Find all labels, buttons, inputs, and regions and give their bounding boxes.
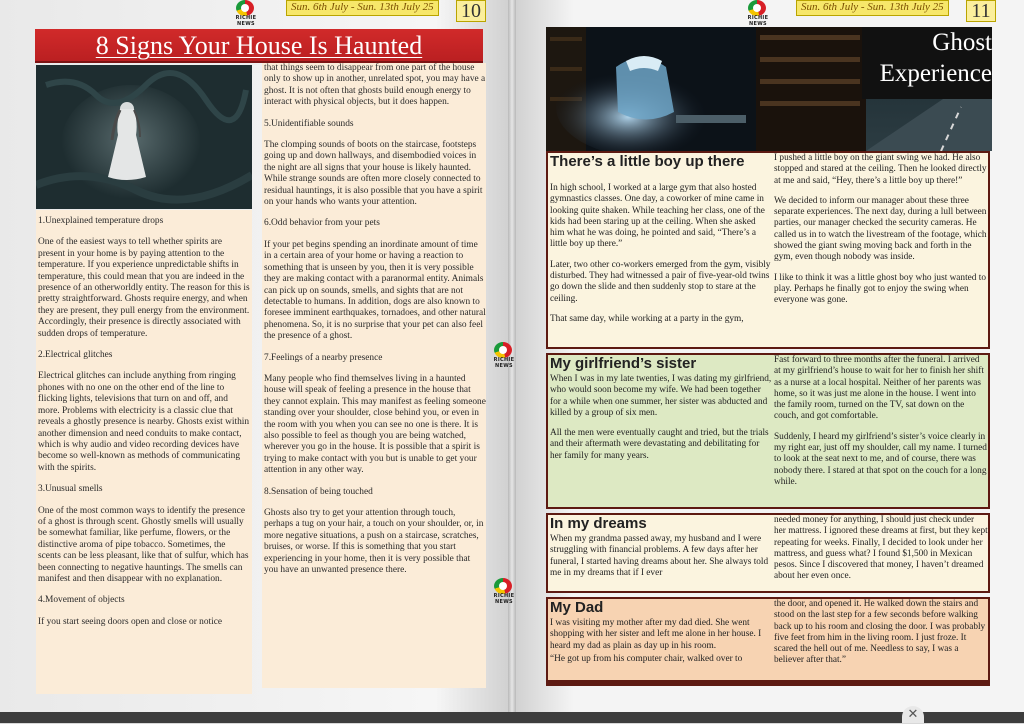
paragraph: Suddenly, I heard my girlfriend’s sister’s voice clearly in my right ear, just off my shoulder, call my name. I turned to look at the seat next to me, and of course, there was nobody there. I stared at that spot on the couch for a long while.: [774, 431, 987, 487]
story-column-b: [774, 515, 988, 592]
paragraph: All the men were eventually caught and tried, but the trials and their aftermath were devastating and debilitating for her family for many years.: [550, 428, 769, 461]
paragraph: When my grandma passed away, my husband and I were struggling with financial problems. A few days after her funeral, I started having dreams about her. She always told me in my dreams that if I ever: [550, 534, 769, 578]
newspaper-logo-icon: RICHIE NEWS: [744, 0, 772, 22]
paragraph: One of the easiest ways to tell whether spirits are present in your home is by paying attention to the temperature. If you experience unpredictable shifts in temperature, this could mean that you are indeed in the presence of an otherworldly entity. The reason for this is pretty straightforward. Ghosts require energy, and when they are present, they pull energy from the environment. Accordingly, their presence is directly associated with sudden drops of temperature.: [38, 237, 250, 339]
paragraph: needed money for anything, I should just check under her mattress. I ignored these dreams at first, but they kept repeating for weeks. Finally, I decided to look under her mattress, and guess what? I found $1,500 in Mexican pesos. Since I discovered that money, I haven’t dreamed about her even once.: [774, 515, 988, 582]
paragraph: Many people who find themselves living in a haunted house will speak of feeling a presence in the house that they cannot explain. This may manifest as feeling someone standing over your shoulder, close behind you, or even in the room with you when you can see no one is there. It is also possible to feel as though you are being watched, wherever you go in the house. It is possible that a spirit is trying to make contact with you but is unable to get your attention in any other way.: [264, 373, 486, 476]
paragraph: That same day, while working at a party in the gym,: [550, 313, 744, 324]
page-number: 11: [966, 0, 996, 22]
paragraph: I was visiting my mother after my dad died. She went shopping with her sister and left me alone in her house. I heard my dad as plain as day up in his room.: [550, 618, 762, 651]
date-range: Sun. 6th July - Sun. 13th July 25: [286, 0, 439, 16]
viewer-bottom-bar: [0, 712, 1024, 723]
story-my-dad: [546, 597, 990, 682]
heading-smells: 3.Unusual smells: [38, 484, 103, 495]
newspaper-logo-icon: RICHIE NEWS: [232, 0, 260, 22]
story-column-b: [774, 355, 988, 497]
paragraph: In high school, I worked at a large gym that also hosted gymnastics classes. One day, a coworker of mine came in looking quite shaken. While teaching her class, one of the kids had been staring up at the ceiling. When she asked him what he was doing, he pointed and said, “There’s a little boy up there.”: [550, 183, 765, 250]
paragraph: that things seem to disappear from one part of the house only to show up in another, unrelated spot, you may have a ghost. It is not often that ghosts build enough energy to interact with physical objects, but it does happen.: [264, 63, 486, 108]
section-title-line1: Ghost: [932, 29, 992, 56]
paragraph: “He got up from his computer chair, walked over to: [550, 653, 743, 664]
paragraph: Ghosts also try to get your attention through touch, perhaps a tug on your hair, a touch on your shoulder, or, in more negative situations, a push on a staircase, scratches, bruises, or worse. If this is something that you start experiencing in your home, then it is very possible that you have an unwanted presence there.: [264, 508, 484, 576]
story-little-boy: [546, 151, 990, 349]
story-column-b: [774, 153, 988, 316]
date-range: Sun. 6th July - Sun. 13th July 25: [796, 0, 949, 16]
left-page: [0, 0, 512, 712]
paragraph: The clomping sounds of boots on the staircase, footsteps going up and down hallways, and disembodied voices in the night are all signs that your house is likely haunted. While strange sounds are often more closely connected to residual hauntings, it is also possible that you have a spirit on your hands who wants your attention.: [264, 140, 483, 208]
story-column-a: [550, 374, 772, 471]
article-title: 8 Signs Your House Is Haunted: [35, 29, 483, 63]
story-heading: In my dreams: [550, 515, 647, 532]
close-icon[interactable]: ✕: [902, 706, 924, 723]
paragraph: I pushed a little boy on the giant swing we had. He also stopped and stared at the ceiling. Then he looked directly at me and said, “Hey, there’s a little boy up there!”: [774, 153, 987, 186]
paragraph: Fast forward to three months after the funeral. I arrived at my girlfriend’s house to wait for her to finish her shift as a nurse at a local hospital. Neither of her parents was home, so it was just me alone in the house. I went into the family room, turned on the TV, sat down on the couch, and got comfortable.: [774, 355, 984, 422]
page-number: 10: [456, 0, 486, 22]
section-title: [862, 27, 992, 99]
newspaper-logo-icon: RICHIE NEWS: [490, 578, 518, 600]
heading-touched: 8.Sensation of being touched: [264, 486, 373, 497]
story-heading: There’s a little boy up there: [550, 153, 745, 170]
paragraph: When I was in my late twenties, I was dating my girlfriend, who would soon become my wife. We had been together for a while when one summer, her sister was abducted and killed by a group of six men.: [550, 374, 772, 418]
heading-presence: 7.Feelings of a nearby presence: [264, 352, 383, 363]
paragraph: If you start seeing doors open and close or notice: [38, 616, 223, 627]
story-column-a: [550, 534, 772, 588]
paragraph: Electrical glitches can include anything from ringing phones with no one on the other end of the line to flicking lights, televisions that turn on and off, and more. Problems with electricity is a classic clue that reveals a ghostly presence is nearby. Ghosts exist within another dimension and need conduits to make contact, which is why audio and video recording devices have become so well-known as methods of communicating with the spirits.: [38, 371, 250, 473]
newspaper-logo-icon: RICHIE NEWS: [490, 342, 518, 364]
story-column-a: [550, 183, 772, 334]
divider: [546, 682, 990, 686]
story-heading: My Dad: [550, 599, 604, 616]
heading-electrical: 2.Electrical glitches: [38, 350, 113, 361]
article-column-2: [262, 63, 486, 688]
ghost-illustration: [36, 65, 252, 209]
paragraph: the door, and opened it. He walked down the stairs and stood on the last step for a few seconds before walking back up to his room and closing the door. I was probably five feet from him in the living room. I just froze. It scared the hell out of me. Needless to say, I was a believer after that.”: [774, 599, 986, 666]
heading-movement: 4.Movement of objects: [38, 595, 125, 606]
story-girlfriends-sister: [546, 353, 990, 509]
heading-temperature: 1.Unexplained temperature drops: [38, 216, 164, 226]
story-heading: My girlfriend’s sister: [550, 355, 697, 372]
paragraph: One of the most common ways to identify the presence of a ghost is through scent. Ghostly smells will usually be somewhat familiar, like perfume, flowers, or the distinctive aroma of pipe tobacco. Sometimes, the scents can be less pleasant, like that of sulfur, which has been connecting to negative hauntings. The smells can manifest and then disappear with no explanation.: [38, 505, 249, 584]
paragraph: If your pet begins spending an inordinate amount of time in a certain area of your home or having a reaction to something that is unseen by you, then it is very possible they are making contact with a paranormal entity. Animals can pick up on sounds, smells, and sights that are not detectable to humans. In addition, dogs are also known to foresee imminent earthquakes, tornadoes, and other natural phenomena. So, it is no surprise that your pet can also feel the presence of a ghost.: [264, 239, 486, 342]
paragraph: I like to think it was a little ghost boy who just wanted to play. Perhaps he finally got to enjoy the swing when everyone was gone.: [774, 272, 986, 306]
story-in-my-dreams: [546, 513, 990, 593]
heading-sounds: 5.Unidentifiable sounds: [264, 118, 354, 129]
story-column-a: [550, 618, 772, 674]
article-column-1: [36, 210, 252, 694]
section-title-line2: Experience: [879, 60, 992, 87]
paragraph: We decided to inform our manager about these three separate experiences. The next day, during a lull between parties, our manager checked the security cameras. He called us in to watch the livestream of the footage, which showed the giant swing moving back and forth in the gym, even though nobody was inside.: [774, 195, 987, 263]
story-column-b: [774, 599, 988, 676]
heading-pets: 6.Odd behavior from your pets: [264, 218, 380, 229]
paragraph: Later, two other co-workers emerged from the gym, visibly disturbed. They had witnessed a pair of five-year-old twins go down the slide and then suddenly stop to stare at the ceiling.: [550, 259, 771, 304]
